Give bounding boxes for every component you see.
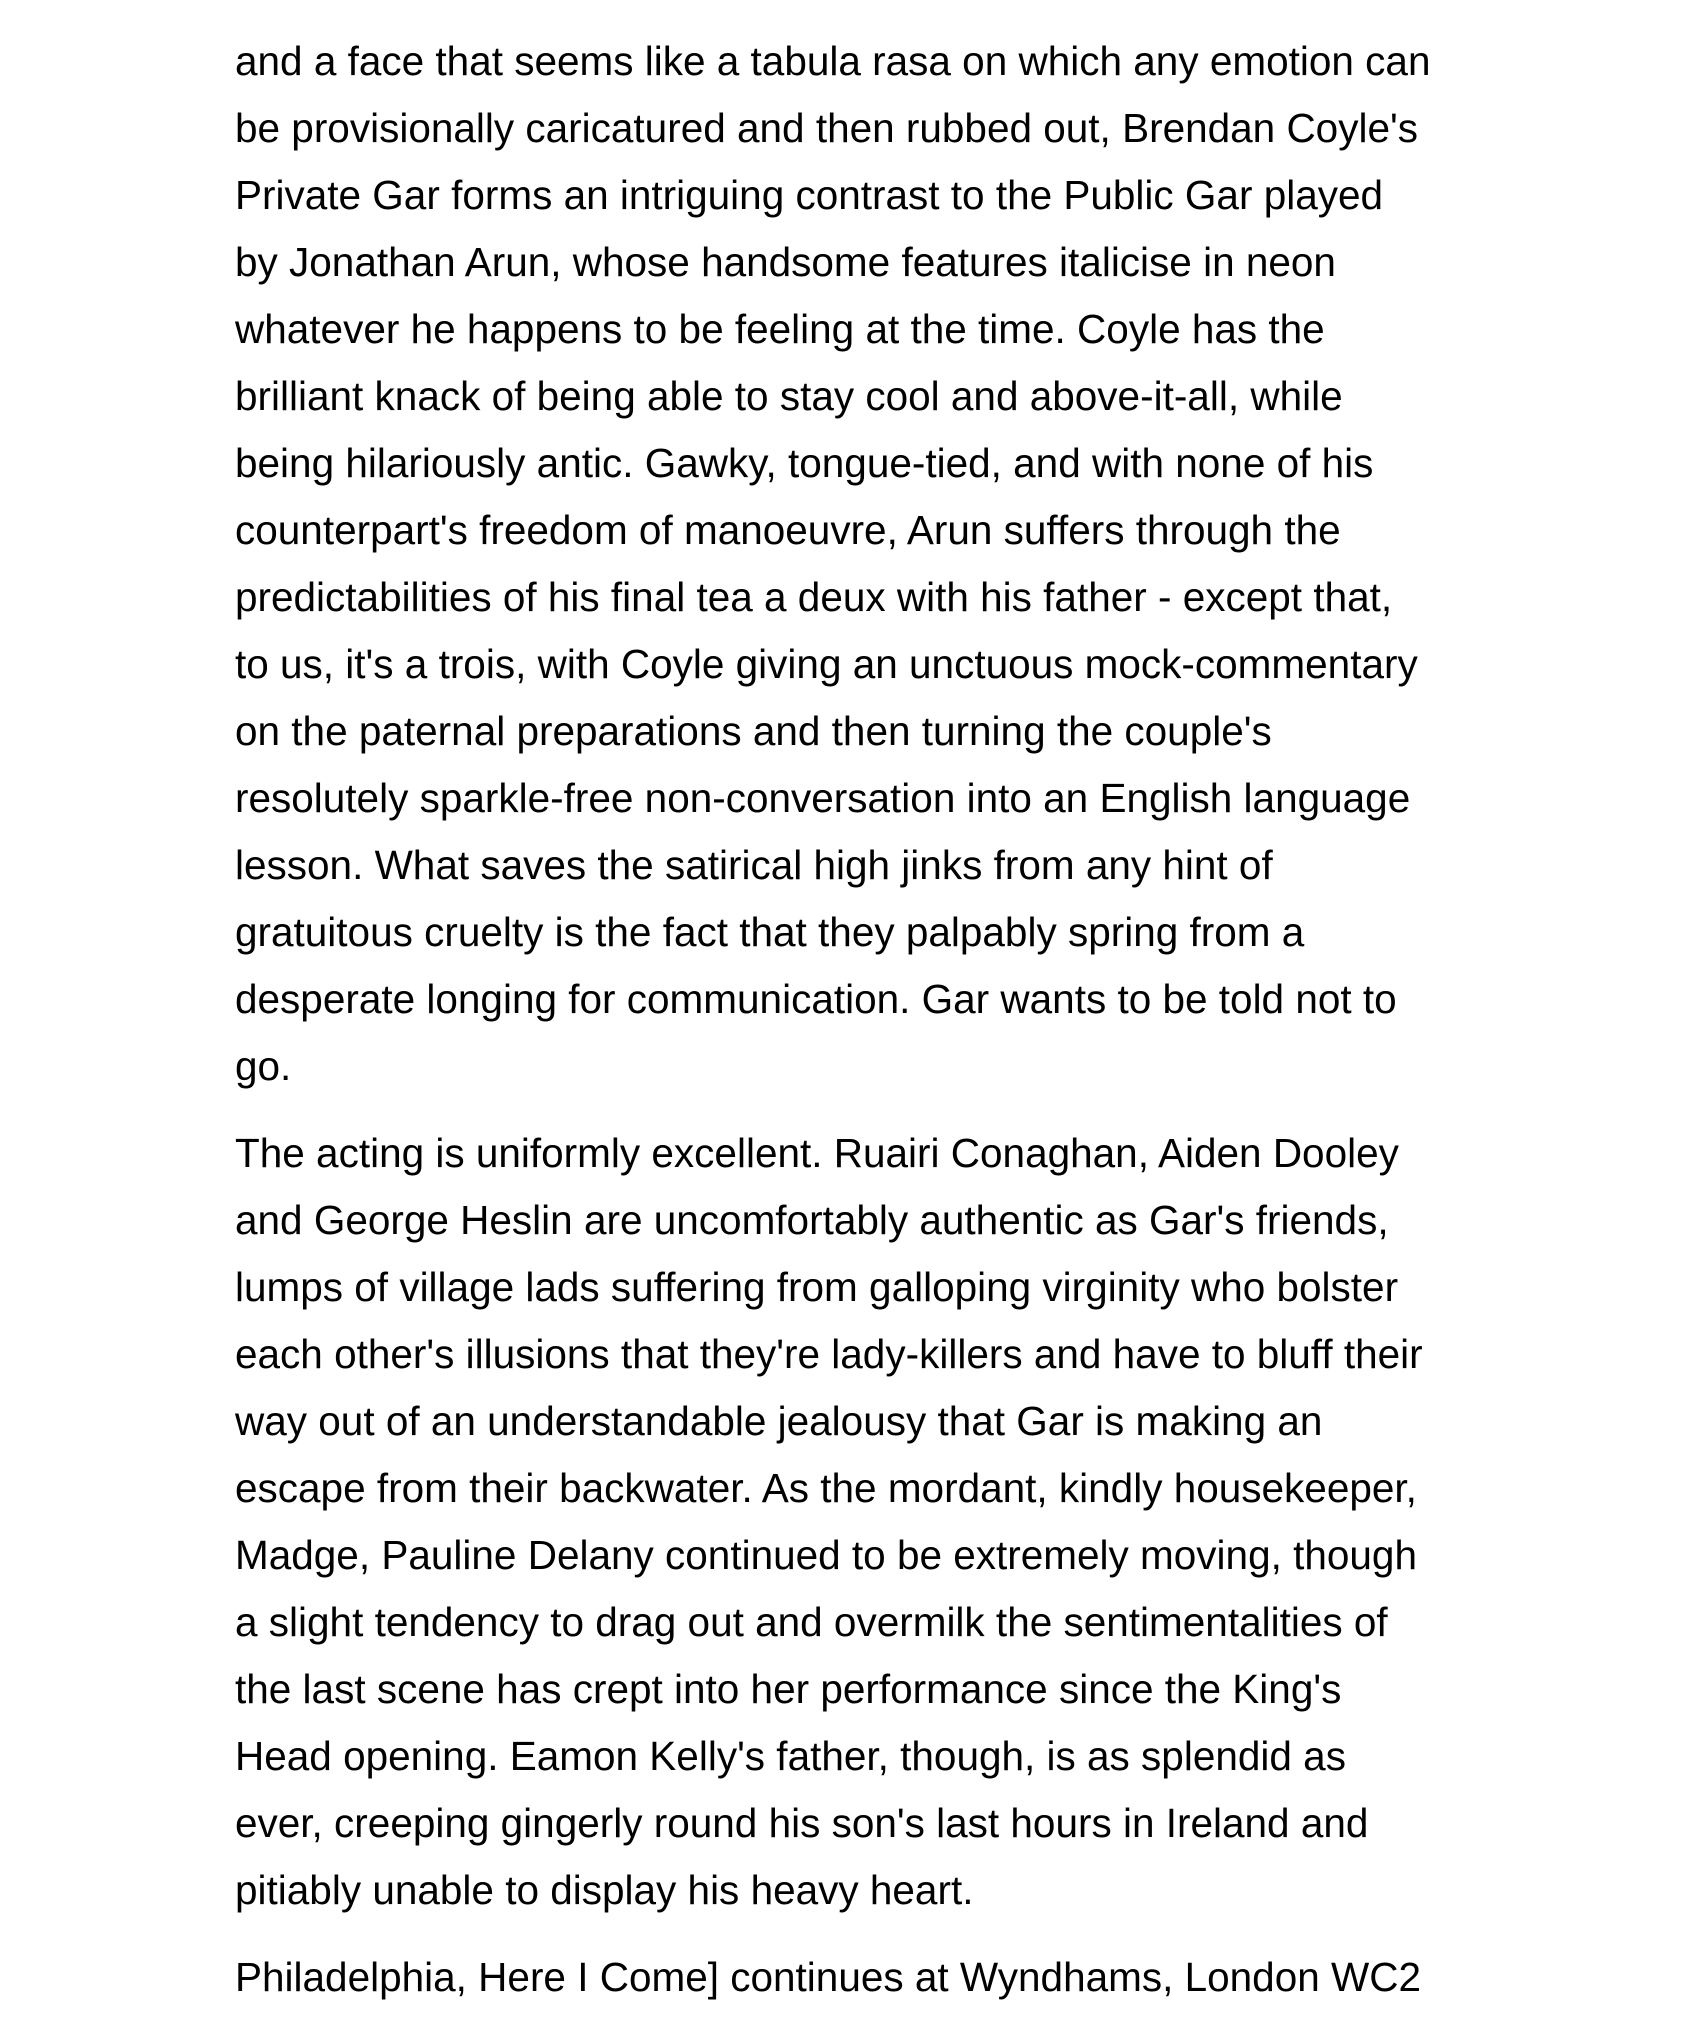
- text-line: to us, it's a trois, with Coyle giving an unctuous mock-commentary: [235, 641, 1418, 687]
- paragraph-venue-info: [235, 1944, 1495, 2011]
- text-line: go.: [235, 1043, 292, 1089]
- text-line: by Jonathan Arun, whose handsome features italicise in neon: [235, 239, 1336, 285]
- text-line: lumps of village lads suffering from galloping virginity who bolster: [235, 1264, 1399, 1310]
- text-line: way out of an understandable jealousy that Gar is making an: [235, 1398, 1323, 1444]
- text-line: ever, creeping gingerly round his son's last hours in Ireland and: [235, 1800, 1369, 1846]
- text-line: predictabilities of his final tea a deux with his father - except that,: [235, 574, 1393, 620]
- text-line: escape from their backwater. As the mordant, kindly housekeeper,: [235, 1465, 1417, 1511]
- paragraph-acting: [235, 1120, 1495, 1924]
- text-line: each other's illusions that they're lady-killers and have to bluff their: [235, 1331, 1423, 1377]
- text-line: and a face that seems like a tabula rasa on which any emotion can: [235, 38, 1431, 84]
- text-line: pitiably unable to display his heavy heart.: [235, 1867, 974, 1913]
- text-line: being hilariously antic. Gawky, tongue-tied, and with none of his: [235, 440, 1374, 486]
- text-line: gratuitous cruelty is the fact that they palpably spring from a: [235, 909, 1305, 955]
- text-line: and George Heslin are uncomfortably authentic as Gar's friends,: [235, 1197, 1389, 1243]
- text-line: Head opening. Eamon Kelly's father, though, is as splendid as: [235, 1733, 1346, 1779]
- text-line: desperate longing for communication. Gar wants to be told not to: [235, 976, 1397, 1022]
- text-line: Philadelphia, Here I Come] continues at Wyndhams, London WC2: [235, 1954, 1422, 2000]
- paragraph-spacing: [235, 1100, 1495, 1120]
- text-line: The acting is uniformly excellent. Ruairi Conaghan, Aiden Dooley: [235, 1130, 1399, 1176]
- text-line: a slight tendency to drag out and overmilk the sentimentalities of: [235, 1599, 1388, 1645]
- text-line: whatever he happens to be feeling at the time. Coyle has the: [235, 306, 1325, 352]
- text-line: Madge, Pauline Delany continued to be extremely moving, though: [235, 1532, 1417, 1578]
- paragraph-review-continuation: [235, 28, 1495, 1100]
- paragraph-spacing: [235, 1924, 1495, 1944]
- text-line: Private Gar forms an intriguing contrast to the Public Gar played: [235, 172, 1384, 218]
- text-line: be provisionally caricatured and then rubbed out, Brendan Coyle's: [235, 105, 1418, 151]
- text-line: on the paternal preparations and then turning the couple's: [235, 708, 1272, 754]
- text-line: resolutely sparkle-free non-conversation into an English language: [235, 775, 1411, 821]
- article-body: [235, 28, 1495, 2011]
- text-line: counterpart's freedom of manoeuvre, Arun suffers through the: [235, 507, 1341, 553]
- text-line: lesson. What saves the satirical high jinks from any hint of: [235, 842, 1273, 888]
- text-line: the last scene has crept into her performance since the King's: [235, 1666, 1342, 1712]
- text-line: brilliant knack of being able to stay cool and above-it-all, while: [235, 373, 1343, 419]
